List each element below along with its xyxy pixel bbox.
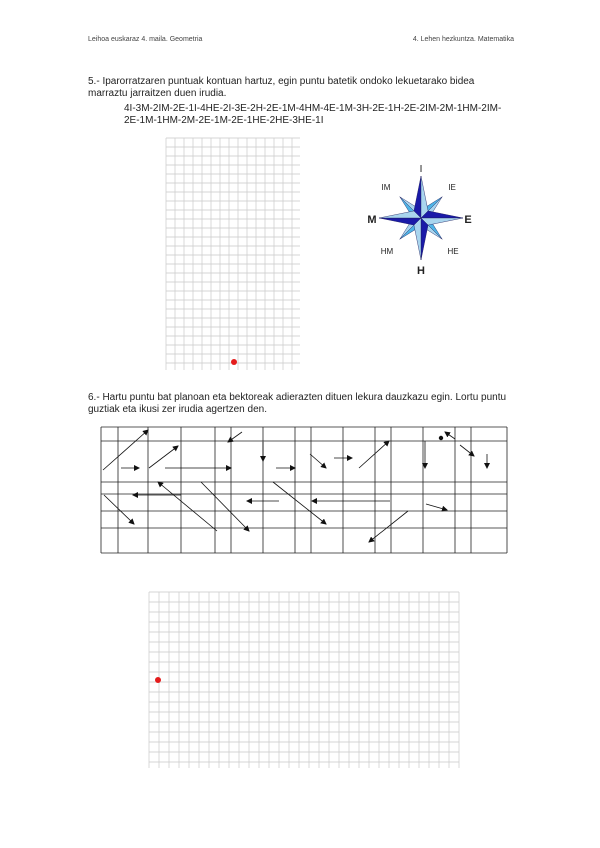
compass-cardinal-ray (414, 176, 421, 218)
start-point-marker (231, 359, 237, 365)
vector-arrow (460, 445, 474, 456)
vector-arrow (149, 446, 178, 468)
compass-cardinal-ray (414, 218, 421, 260)
compass-label-east: E (464, 214, 472, 226)
compass-cardinal-ray (421, 176, 428, 218)
exercise-5-title: 5.- Iparorratzaren puntuak kontuan hartuz, egin puntu batetik ondoko lekuetarako bidea marraztu jarraitzen duen irudia. (88, 76, 475, 99)
compass-label-west: M (367, 214, 377, 226)
vector-arrow (359, 441, 389, 468)
compass-rose (355, 158, 485, 278)
compass-cardinal-ray (421, 218, 428, 260)
vector-arrow (104, 495, 134, 524)
compass-label-northwest: IM (381, 183, 391, 192)
compass-label-north: I (419, 164, 423, 175)
vector-arrow (426, 504, 447, 510)
compass-cardinal-ray (379, 218, 421, 225)
compass-cardinal-ray (421, 218, 463, 225)
exercise-5-sequence: 4I-3M-2IM-2E-1I-4HE-2I-3E-2H-2E-1M-4HM-4E-1M-3H-2E-1H-2E-2IM-2M-1HM-2IM-2E-1M-1HM-2M-2E-1M-2E-1HE-2HE-3HE-1I (124, 103, 502, 126)
compass-label-southeast: HE (447, 247, 459, 256)
vector-table (101, 427, 507, 553)
compass-cardinal-ray (379, 211, 421, 218)
vector-arrow (103, 430, 148, 470)
compass-label-northeast: IE (448, 183, 456, 192)
header-left: Leihoa euskaraz 4. maila. Geometria (88, 36, 203, 43)
vector-arrow (228, 432, 242, 442)
exercise-6-grid (149, 592, 459, 768)
compass-cardinal-ray (421, 211, 463, 218)
vector-arrow (310, 454, 326, 468)
compass-label-southwest: HM (380, 247, 394, 256)
vector-start-dot (439, 436, 443, 440)
vector-arrow (273, 482, 326, 524)
start-point-marker (155, 677, 161, 683)
exercise-6-title: 6.- Hartu puntu bat planoan eta bektoreak adierazten dituen lekura dauzkazu egin. Lortu puntu guztiak eta ikusi zer irudia agertzen den. (88, 392, 507, 415)
header-right: 4. Lehen hezkuntza. Matematika (412, 36, 514, 43)
compass-label-south: H (417, 265, 425, 277)
exercise-5-grid (166, 138, 300, 370)
vector-arrow (445, 432, 455, 439)
